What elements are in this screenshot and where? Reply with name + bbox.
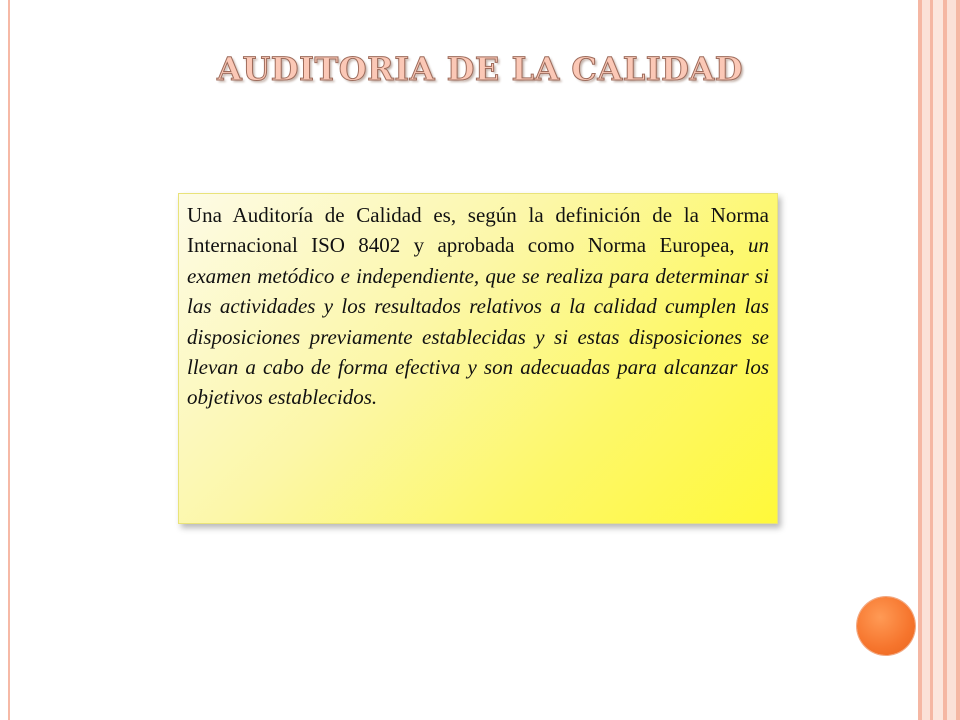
definition-italic-text: un examen metódico e independiente, que se realiza para determinar si las actividades y los resultados relativos a la calidad cumplen las disposiciones previamente establecidas y si estas disposiciones se llevan a cabo de forma efectiva y son adecuadas para alcanzar los objetivos establecidos. (187, 233, 769, 410)
right-stripe (922, 0, 930, 720)
slide-title: AUDITORIA DE LA CALIDAD (216, 50, 743, 88)
left-frame-line (8, 0, 10, 720)
definition-text-box (178, 193, 778, 524)
right-stripe (933, 0, 943, 720)
right-stripe (956, 0, 960, 720)
definition-intro-text: Una Auditoría de Calidad es, según la definición de la Norma Internacional ISO 8402 y aprobada como Norma Europea, (187, 203, 769, 258)
orange-circle-decoration (857, 597, 915, 655)
right-stripe (947, 0, 956, 720)
